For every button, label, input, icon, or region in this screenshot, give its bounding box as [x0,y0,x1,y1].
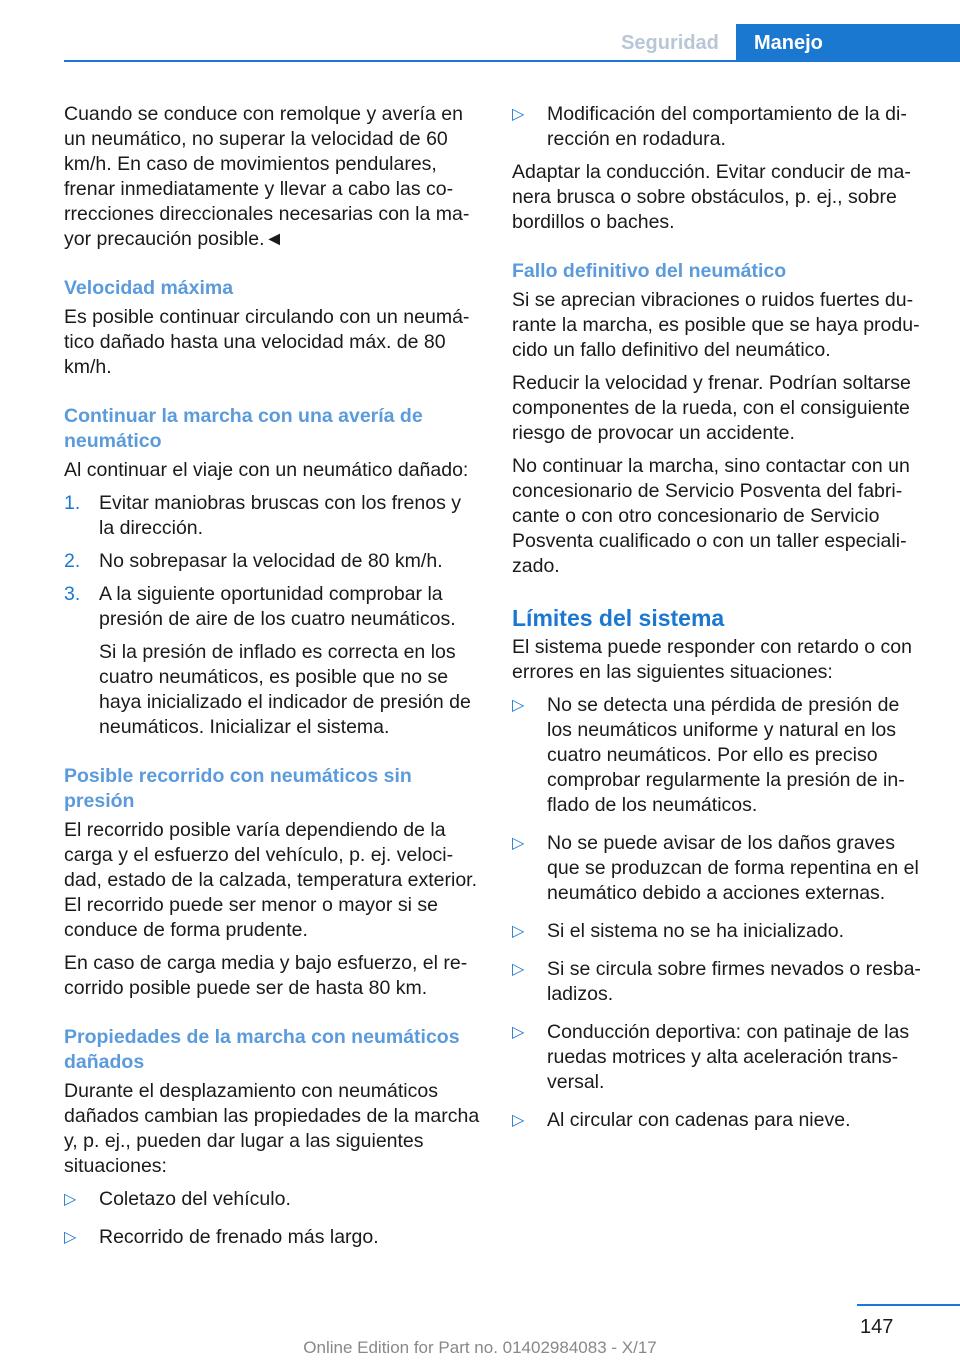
heading-recorrido-sin-presion: Posible recorrido con neumáticos sin presión [64,765,412,812]
heading-continuar-marcha: Continuar la marcha con una avería de neumático [64,405,423,452]
heading-propiedades-marcha: Propiedades de la marcha con neumáticos dañados [64,1026,460,1073]
fallo-text-1: Si se aprecian vibraciones o ruidos fuertes durante la marcha, es posible que se haya producido un fallo definitivo del neumático. [512,289,920,361]
footer-rule [857,1304,960,1306]
page-number: 147 [860,1316,894,1338]
list-item [64,582,480,740]
list-item [512,1020,928,1095]
bullet-text: Si el sistema no se ha inicializado. [547,920,844,942]
heading-fallo-definitivo: Fallo definitivo del neumático [512,260,787,282]
continued-bullets [512,102,928,152]
recorrido-text-1: El recorrido posible varía dependiendo de la carga y el esfuerzo del vehículo, p. ej. velocidad, estado de la calzada, temperatura exterior. El recorrido puede ser menor o mayor si se conduce de forma prudente. [64,819,478,941]
limites-text: El sistema puede responder con retardo o con errores en las siguientes situaciones: [512,636,912,683]
recorrido-text-2: En caso de carga media y bajo esfuerzo, el recorrido posible puede ser de hasta 80 km. [64,952,468,999]
triangle-bullet-icon: ▷ [512,697,525,714]
list-item [512,919,928,944]
steps-list [64,491,480,740]
triangle-bullet-icon: ▷ [512,961,525,978]
list-item [64,491,480,541]
heading-velocidad-maxima: Velocidad máxima [64,277,234,299]
triangle-bullet-icon: ▷ [512,923,525,940]
list-item [512,831,928,906]
bullet-text: Modificación del comportamiento de la dirección en rodadura. [547,103,907,150]
bullet-text: No se puede avisar de los daños graves que se produzcan de forma repentina en el neumático debido a acciones externas. [547,832,919,904]
header-rule [64,60,960,62]
step-number: 2. [64,550,81,572]
step-subtext: Si la presión de inflado es correcta en los cuatro neumáticos, es posible que no se haya inicializado el indicador de presión de neumáticos. Inicializar el sistema. [99,641,471,738]
limites-bullets [512,693,928,1133]
velocidad-maxima-text: Es posible continuar circulando con un neumático dañado hasta una velocidad máx. de 80 km/h. [64,306,470,378]
bullet-text: Conducción deportiva: con patinaje de las ruedas motrices y alta aceleración transversal. [547,1021,910,1093]
list-item [64,549,480,574]
propiedades-bullets [64,1187,480,1250]
bullet-text: Al circular con cadenas para nieve. [547,1109,851,1131]
triangle-bullet-icon: ▷ [512,106,525,123]
list-item [512,693,928,818]
list-item [512,957,928,1007]
step-text: Evitar maniobras bruscas con los frenos y la dirección. [99,492,461,539]
edition-footer: Online Edition for Part no. 01402984083 - X/17 [303,1338,657,1357]
triangle-bullet-icon: ▷ [512,1112,525,1129]
list-item [512,102,928,152]
continuar-marcha-text: Al continuar el viaje con un neumático dañado: [64,459,469,481]
list-item [64,1225,480,1250]
heading-limites-sistema: Límites del sistema [512,605,725,631]
bullet-text: Recorrido de frenado más largo. [99,1226,379,1248]
step-text: No sobrepasar la velocidad de 80 km/h. [99,550,443,572]
intro-paragraph: Cuando se conduce con remolque y avería en un neumático, no superar la velocidad de 60 km/h. En caso de movimientos pendulares, frenar inmediatamente y llevar a cabo las correcciones direccionales necesarias con la mayor precaución posible.◄ [64,103,470,250]
triangle-bullet-icon: ▷ [512,1024,525,1041]
list-item [512,1108,928,1133]
adaptar-conduccion-text: Adaptar la conducción. Evitar conducir de manera brusca o sobre obstáculos, p. ej., sobre bordillos o baches. [512,161,911,233]
bullet-text: Coletazo del vehículo. [99,1188,291,1210]
bullet-text: No se detecta una pérdida de presión de los neumáticos uniforme y natural en los cuatro neumáticos. Por ello es preciso comprobar regularmente la presión de inflado de los neumáticos. [547,694,905,816]
tab-seguridad[interactable]: Seguridad [621,31,719,54]
step-number: 3. [64,583,81,605]
triangle-bullet-icon: ▷ [512,835,525,852]
triangle-bullet-icon: ▷ [64,1191,77,1208]
fallo-text-2: Reducir la velocidad y frenar. Podrían soltarse componentes de la rueda, con el consiguiente riesgo de provocar un accidente. [512,372,911,444]
propiedades-text: Durante el desplazamiento con neumáticos dañados cambian las propiedades de la marcha y, p. ej., pueden dar lugar a las siguientes situaciones: [64,1080,480,1177]
fallo-text-3: No continuar la marcha, sino contactar con un concesionario de Servicio Posventa del fabricante o con otro concesionario de Servicio Posventa cualificado o con un taller especializado. [512,455,910,577]
tab-manejo[interactable]: Manejo [736,24,960,62]
left-column [64,102,480,1263]
step-text: A la siguiente oportunidad comprobar la presión de aire de los cuatro neumáticos. [99,583,456,630]
list-item [64,1187,480,1212]
triangle-bullet-icon: ▷ [64,1229,77,1246]
bullet-text: Si se circula sobre firmes nevados o resbaladizos. [547,958,921,1005]
right-column [512,102,928,1146]
step-number: 1. [64,492,81,514]
